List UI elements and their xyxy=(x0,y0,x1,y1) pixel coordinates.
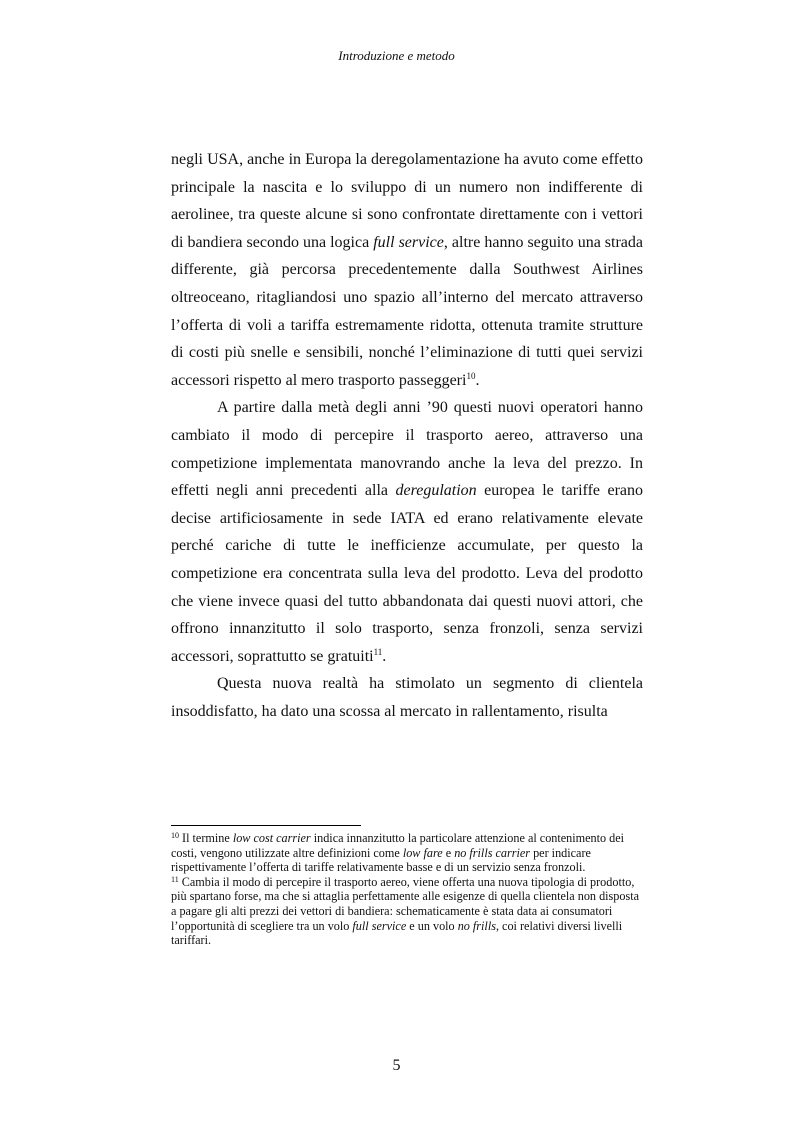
footnote-number: 10 xyxy=(171,831,179,840)
italic-term: low fare xyxy=(402,845,443,860)
footnotes xyxy=(171,831,643,948)
text-span: Il termine xyxy=(179,831,233,845)
text-span: , coi relativi diversi livelli tariffari. xyxy=(171,918,623,948)
footnote-number: 11 xyxy=(171,874,179,884)
italic-term: no frills xyxy=(457,918,496,933)
text-span: . xyxy=(475,371,480,389)
footnote-ref-10[interactable]: 10 xyxy=(466,370,476,381)
paragraph-3 xyxy=(171,670,643,725)
text-span: Cambia il modo di percepire il trasporto aereo, viene offerta una nuova tipologia di prodotto, più spartano forse, ma che si attaglia perfettamente alle esigenze di quella clientela non disposta a pagare gli alti prezzi dei vettori di bandiera: schematicamente è stata data ai consumatori l’opportunità di scegliere tra un volo xyxy=(171,874,640,933)
footnote-10 xyxy=(171,831,643,875)
page-number: 5 xyxy=(392,1057,401,1074)
text-span: , altre hanno seguito una strada differente, già percorsa precedentemente dalla Southwest Airlines oltreoceano, ritagliandosi uno spazio all’interno del mercato attraverso l’offerta di voli a tariffa estremamente ridotta, ottenuta tramite strutture di costi più snelle e sensibili, nonché l’eliminazione di tutti quei servizi accessori rispetto al mero trasporto passeggeri xyxy=(171,233,644,389)
paragraph-1 xyxy=(171,146,643,394)
text-span: per indicare rispettivamente l’offerta di tariffe relativamente basse e di un servizio senza fronzoli. xyxy=(171,845,591,875)
body-text xyxy=(171,146,643,725)
text-span: e xyxy=(442,845,455,860)
italic-term: full service xyxy=(373,233,444,251)
text-span: A partire dalla metà degli anni ’90 questi nuovi operatori hanno cambiato il modo di percepire il trasporto aereo, attraverso una competizione implementata manovrando anche la leva del prezzo. In effetti negli anni precedenti alla xyxy=(171,399,643,500)
text-span: negli USA, anche in Europa la deregolamentazione ha avuto come effetto principale la nascita e lo sviluppo di un numero non indifferente di aerolinee, tra queste alcune si sono confrontate direttamente con i vettori di bandiera secondo una logica xyxy=(171,151,643,251)
italic-term: deregulation xyxy=(395,482,477,500)
text-span: . xyxy=(382,647,387,665)
italic-term: low cost carrier xyxy=(232,831,311,845)
text-span: e un volo xyxy=(406,918,458,933)
footnote-ref-11[interactable]: 11 xyxy=(373,646,383,657)
running-header: Introduzione e metodo xyxy=(338,48,455,63)
footnote-11 xyxy=(171,875,643,948)
italic-term: no frills carrier xyxy=(454,845,531,860)
footnote-divider xyxy=(171,825,361,826)
text-span: Questa nuova realtà ha stimolato un segmento di clientela insoddisfatto, ha dato una scossa al mercato in rallentamento, risulta xyxy=(171,675,643,720)
text-span: indica innanzitutto la particolare attenzione al contenimento dei costi, vengono utilizzate altre definizioni come xyxy=(171,831,625,860)
text-span: europea le tariffe erano decise artificiosamente in sede IATA ed erano relativamente elevate perché cariche di tutte le inefficienze accumulate, per questo la competizione era concentrata sulla leva del prodotto. Leva del prodotto che viene invece quasi del tutto abbandonata dai questi nuovi attori, che offrono innanzitutto il solo trasporto, senza fronzoli, senza servizi accessori, soprattutto se gratuiti xyxy=(171,482,644,665)
italic-term: full service xyxy=(352,918,407,933)
paragraph-2 xyxy=(171,394,643,670)
